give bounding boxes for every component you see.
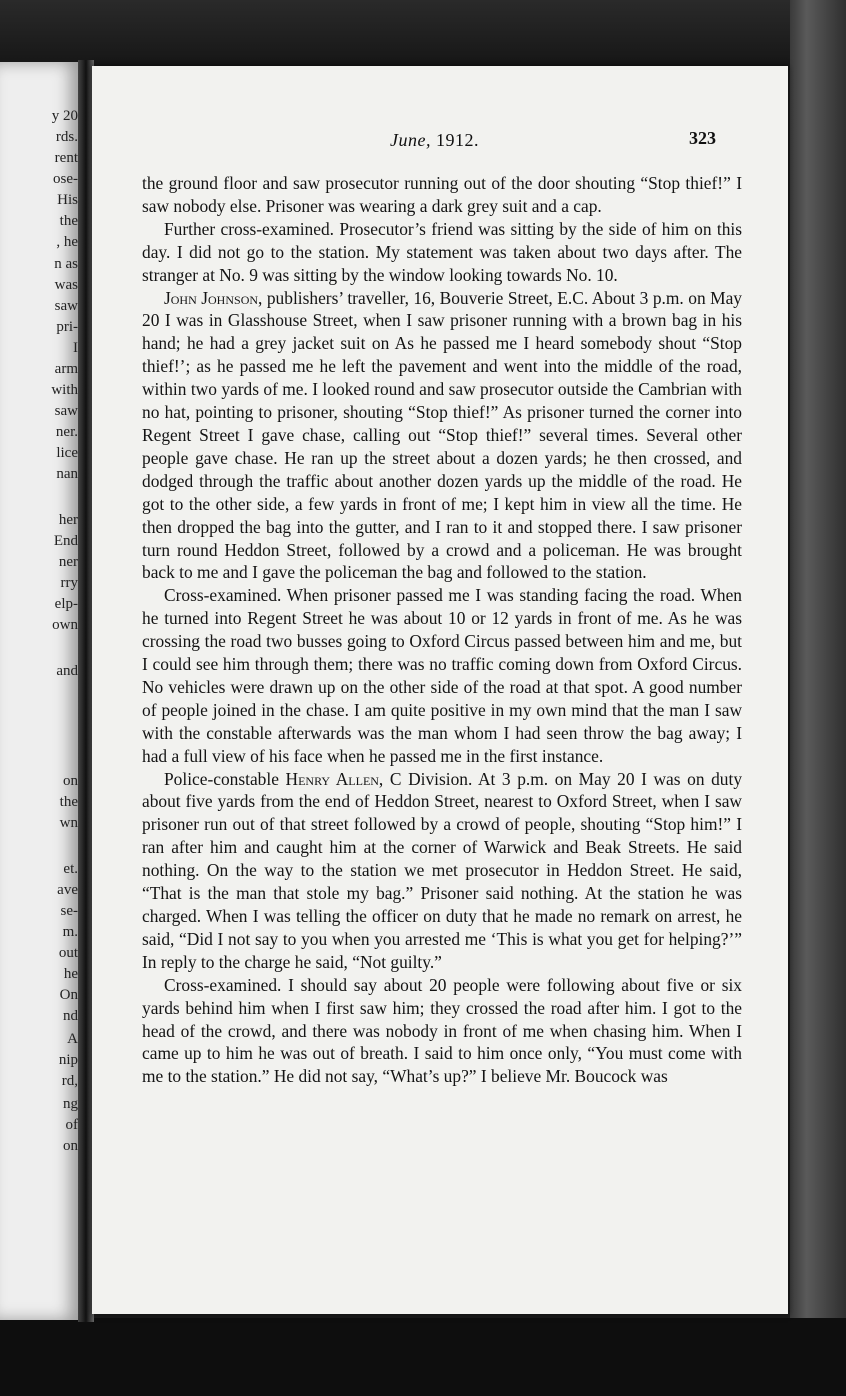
left-page-fragment: wn: [59, 815, 78, 831]
left-page-fragment: ner.: [55, 424, 78, 440]
left-page-fragment: saw: [54, 298, 78, 314]
left-page-fragment: His: [57, 192, 78, 208]
paragraph: [142, 172, 742, 218]
running-title: [390, 130, 479, 151]
left-page-fragment: m.: [62, 924, 78, 940]
paragraph: [142, 974, 742, 1089]
left-page-fragment: A: [67, 1031, 78, 1047]
paragraph: [142, 768, 742, 974]
body-text: [142, 172, 742, 1088]
left-page-fragment: rds.: [55, 129, 78, 145]
left-page-fragment: End: [53, 533, 78, 549]
background-right: [790, 0, 846, 1396]
left-page-fragment: with: [51, 382, 78, 398]
document-page: [92, 66, 788, 1314]
left-page-fragment: on: [63, 1138, 78, 1154]
witness-name: John Johnson,: [164, 287, 263, 308]
left-page-fragment: I: [73, 340, 78, 356]
left-page-fragment: elp-: [54, 596, 78, 612]
left-page-fragment: saw: [54, 403, 78, 419]
left-page-fragment: et.: [63, 861, 78, 877]
left-page-fragment: pri-: [56, 319, 78, 335]
left-page-fragment: and: [56, 663, 78, 679]
left-page-fragment: lice: [56, 445, 78, 461]
left-page-fragment: rry: [60, 575, 78, 591]
left-page-fragment: out: [58, 945, 78, 961]
running-title-year: 1912.: [435, 130, 479, 150]
left-page-fragment: ose-: [53, 171, 78, 187]
paragraph: [142, 584, 742, 767]
left-page-fragment: ave: [57, 882, 78, 898]
left-page-fragment: ng: [63, 1096, 78, 1112]
left-page-fragment: he: [63, 966, 78, 982]
paragraph-text: C Division. At 3 p.m. on May 20 I was on duty about five yards from the end of Heddon Street, nearest to Oxford Street, when I saw prisoner run out of that street followed by a crowd of people, shouting “Stop him!” I ran after him and caught him at the corner of Warwick and Beak Streets. He said nothing. On the way to the station we met prosecutor in Heddon Street. He said, “That is the man that stole my bag.” Prisoner said nothing. At the station he was charged. When I was telling the officer on duty that he made no remark on arrest, he said, “Did I not say to you when you arrested me ‘This is what you get for helping?’” In reply to the charge he said, “Not guilty.”: [142, 768, 743, 972]
left-page-fragment: own: [52, 617, 78, 633]
paragraph-text: Further cross-examined. Prosecutor’s friend was sitting by the side of him on this day. I did not go to the station. My statement was taken about two days after. The stranger at No. 9 was sitting by the window looking towards No. 10.: [142, 218, 742, 285]
page-number: 323: [689, 128, 716, 148]
paragraph: [142, 218, 742, 287]
paragraph-text: Cross-examined. When prisoner passed me I was standing facing the road. When he turned into Regent Street he was about 10 or 12 yards in front of me. As he was crossing the road two busses going to Oxford Circus passed between him and me, but I could see him through them; there was no traffic coming down from Oxford Circus. No vehicles were drawn up on the other side of the road at that spot. A good number of people joined in the chase. I am quite positive in my own mind that the man I saw with the constable afterwards was the man whom I had seen throw the bag away; I had a full view of his face when he passed me in the first instance.: [142, 585, 742, 766]
left-page-fragment: the: [59, 794, 78, 810]
background-bottom: [0, 1318, 846, 1396]
left-page-fragment: n as: [54, 256, 78, 272]
left-page-fragment: of: [65, 1117, 78, 1133]
left-page-fragment: the: [59, 213, 78, 229]
left-page-fragment: , he: [56, 234, 78, 250]
paragraph-text: Cross-examined. I should say about 20 people were following about five or six yards behind him when I first saw him; they crossed the road after him. I got to the head of the crowd, and there was nobody in front of me when chasing him. When I came up to him he was out of breath. I said to him once only, “You must come with me to the station.” He did not say, “What’s up?” I believe Mr. Boucock was: [142, 974, 742, 1087]
left-page-fragment: nd: [63, 1008, 78, 1024]
left-page-fragment: y 20: [51, 108, 78, 124]
paragraph: [142, 287, 742, 585]
left-page-fragment: nip: [58, 1052, 78, 1068]
left-page-fragment: her: [58, 512, 78, 528]
paragraph-text: Police-constable: [164, 768, 286, 789]
left-page-fragment: On: [59, 987, 78, 1003]
left-page-fragment: se-: [60, 903, 78, 919]
left-page-fragment: on: [63, 773, 78, 789]
paragraph-text: publishers’ traveller, 16, Bouverie Street, E.C. About 3 p.m. on May 20 I was in Glasshouse Street, when I saw prisoner running with a brown bag in his hand; he had a grey jacket suit on As he passed me I heard somebody shout “Stop thief!’; as he passed me he left the pavement and went into the middle of the road, within two yards of me. I looked round and saw prosecutor outside the Cambrian with no hat, pointing to prisoner, shouting “Stop thief!” As prisoner turned the corner into Regent Street I gave chase, calling out “Stop thief!” several times. Several other people gave chase. He ran up the street about a dozen yards; he then crossed, and dodged through the traffic about another dozen yards up the middle of the road. He got to the other side, a few yards in front of me; I kept him in view all the time. He then dropped the bag into the gutter, and I ran to it and stopped there. I saw prisoner turn round Heddon Street, followed by a crowd and a policeman. He was brought back to me and I gave the policeman the bag and followed to the station.: [142, 287, 742, 583]
left-page-fragment: ner: [58, 554, 78, 570]
background-top: [0, 0, 846, 70]
left-page-fragment: nan: [56, 466, 78, 482]
left-page-fragment: was: [54, 277, 78, 293]
witness-name: Henry Allen,: [285, 768, 384, 789]
running-title-month: June,: [390, 130, 431, 150]
left-page-fragment: arm: [54, 361, 78, 377]
left-page-fragment: rd,: [61, 1073, 78, 1089]
paragraph-text: the ground floor and saw prosecutor running out of the door shouting “Stop thief!” I saw nobody else. Prisoner was wearing a dark grey suit and a cap.: [142, 173, 742, 216]
left-facing-page: [0, 62, 80, 1320]
left-page-fragment: rent: [54, 150, 78, 166]
